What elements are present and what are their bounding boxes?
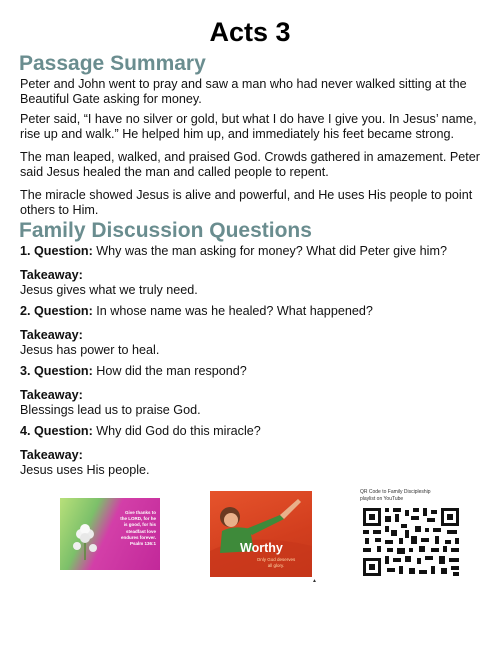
qr-caption-line: QR Code to Family Discipleship [360, 489, 431, 495]
verse-reference: Psalm 136:1 [129, 541, 156, 547]
takeaway-label: Takeaway: [20, 328, 83, 342]
question-text: How did the man respond? [96, 364, 247, 378]
discussion-heading: Family Discussion Questions [19, 219, 312, 242]
takeaway-3 [20, 388, 490, 418]
takeaway-label: Takeaway: [20, 388, 83, 402]
question-text: Why did God do this miracle? [96, 424, 261, 438]
page-title: Acts 3 [209, 17, 291, 47]
question-prefix: 3. Question: [20, 364, 93, 378]
verse-card-image [60, 498, 160, 570]
question-2 [20, 304, 490, 319]
takeaway-text: Jesus gives what we truly need. [20, 283, 198, 297]
worthy-subtitle [246, 557, 306, 569]
question-text: In whose name was he healed? What happened? [96, 304, 373, 318]
summary-paragraph: The man leaped, walked, and praised God. Crowds gathered in amazement. Peter said Jesus healed the man and called people to repent. [20, 150, 480, 180]
takeaway-label: Takeaway: [20, 448, 83, 462]
worthy-card-image [210, 491, 312, 577]
summary-heading: Passage Summary [19, 52, 206, 75]
question-prefix: 4. Question: [20, 424, 93, 438]
worthy-sub-line: Only God deserves [256, 557, 296, 562]
worthy-sub-line: all glory. [267, 563, 285, 568]
verse-line: Give thanks to [124, 510, 156, 515]
qr-code[interactable] [361, 506, 461, 578]
question-3 [20, 364, 490, 379]
question-1 [20, 244, 490, 259]
verse-text [110, 510, 156, 547]
qr-caption-line: playlist on YouTube [360, 495, 404, 502]
takeaway-text: Jesus has power to heal. [20, 343, 160, 357]
question-text: Why was the man asking for money? What did Peter give him? [96, 244, 447, 258]
summary-paragraph: Peter and John went to pray and saw a man who had never walked sitting at the Beautiful Gate asking for money. [20, 77, 467, 107]
summary-paragraph: Peter said, “I have no silver or gold, but what I do have I give you. In Jesus’ name, rise up and walk.” He helped him up, and immediately his feet became strong. [20, 112, 477, 142]
verse-line: the LORD, for he [120, 516, 156, 522]
verse-line: is good, for his [123, 522, 156, 528]
verse-line: steadfast love [125, 528, 156, 534]
takeaway-text: Jesus uses His people. [20, 463, 150, 477]
image-mark: ▲ [312, 578, 317, 584]
takeaway-1 [20, 268, 490, 298]
worthy-title: Worthy [240, 541, 283, 555]
question-prefix: 2. Question: [20, 304, 93, 318]
takeaway-label: Takeaway: [20, 268, 83, 282]
flower-icon [70, 524, 100, 560]
takeaway-4 [20, 448, 490, 478]
takeaway-2 [20, 328, 490, 358]
verse-line: endures forever. [120, 534, 156, 540]
question-4 [20, 424, 490, 439]
question-prefix: 1. Question: [20, 244, 93, 258]
takeaway-text: Blessings lead us to praise God. [20, 403, 201, 417]
summary-paragraph: The miracle showed Jesus is alive and powerful, and He uses His people to point others to Him. [20, 188, 473, 218]
qr-caption [360, 489, 470, 502]
